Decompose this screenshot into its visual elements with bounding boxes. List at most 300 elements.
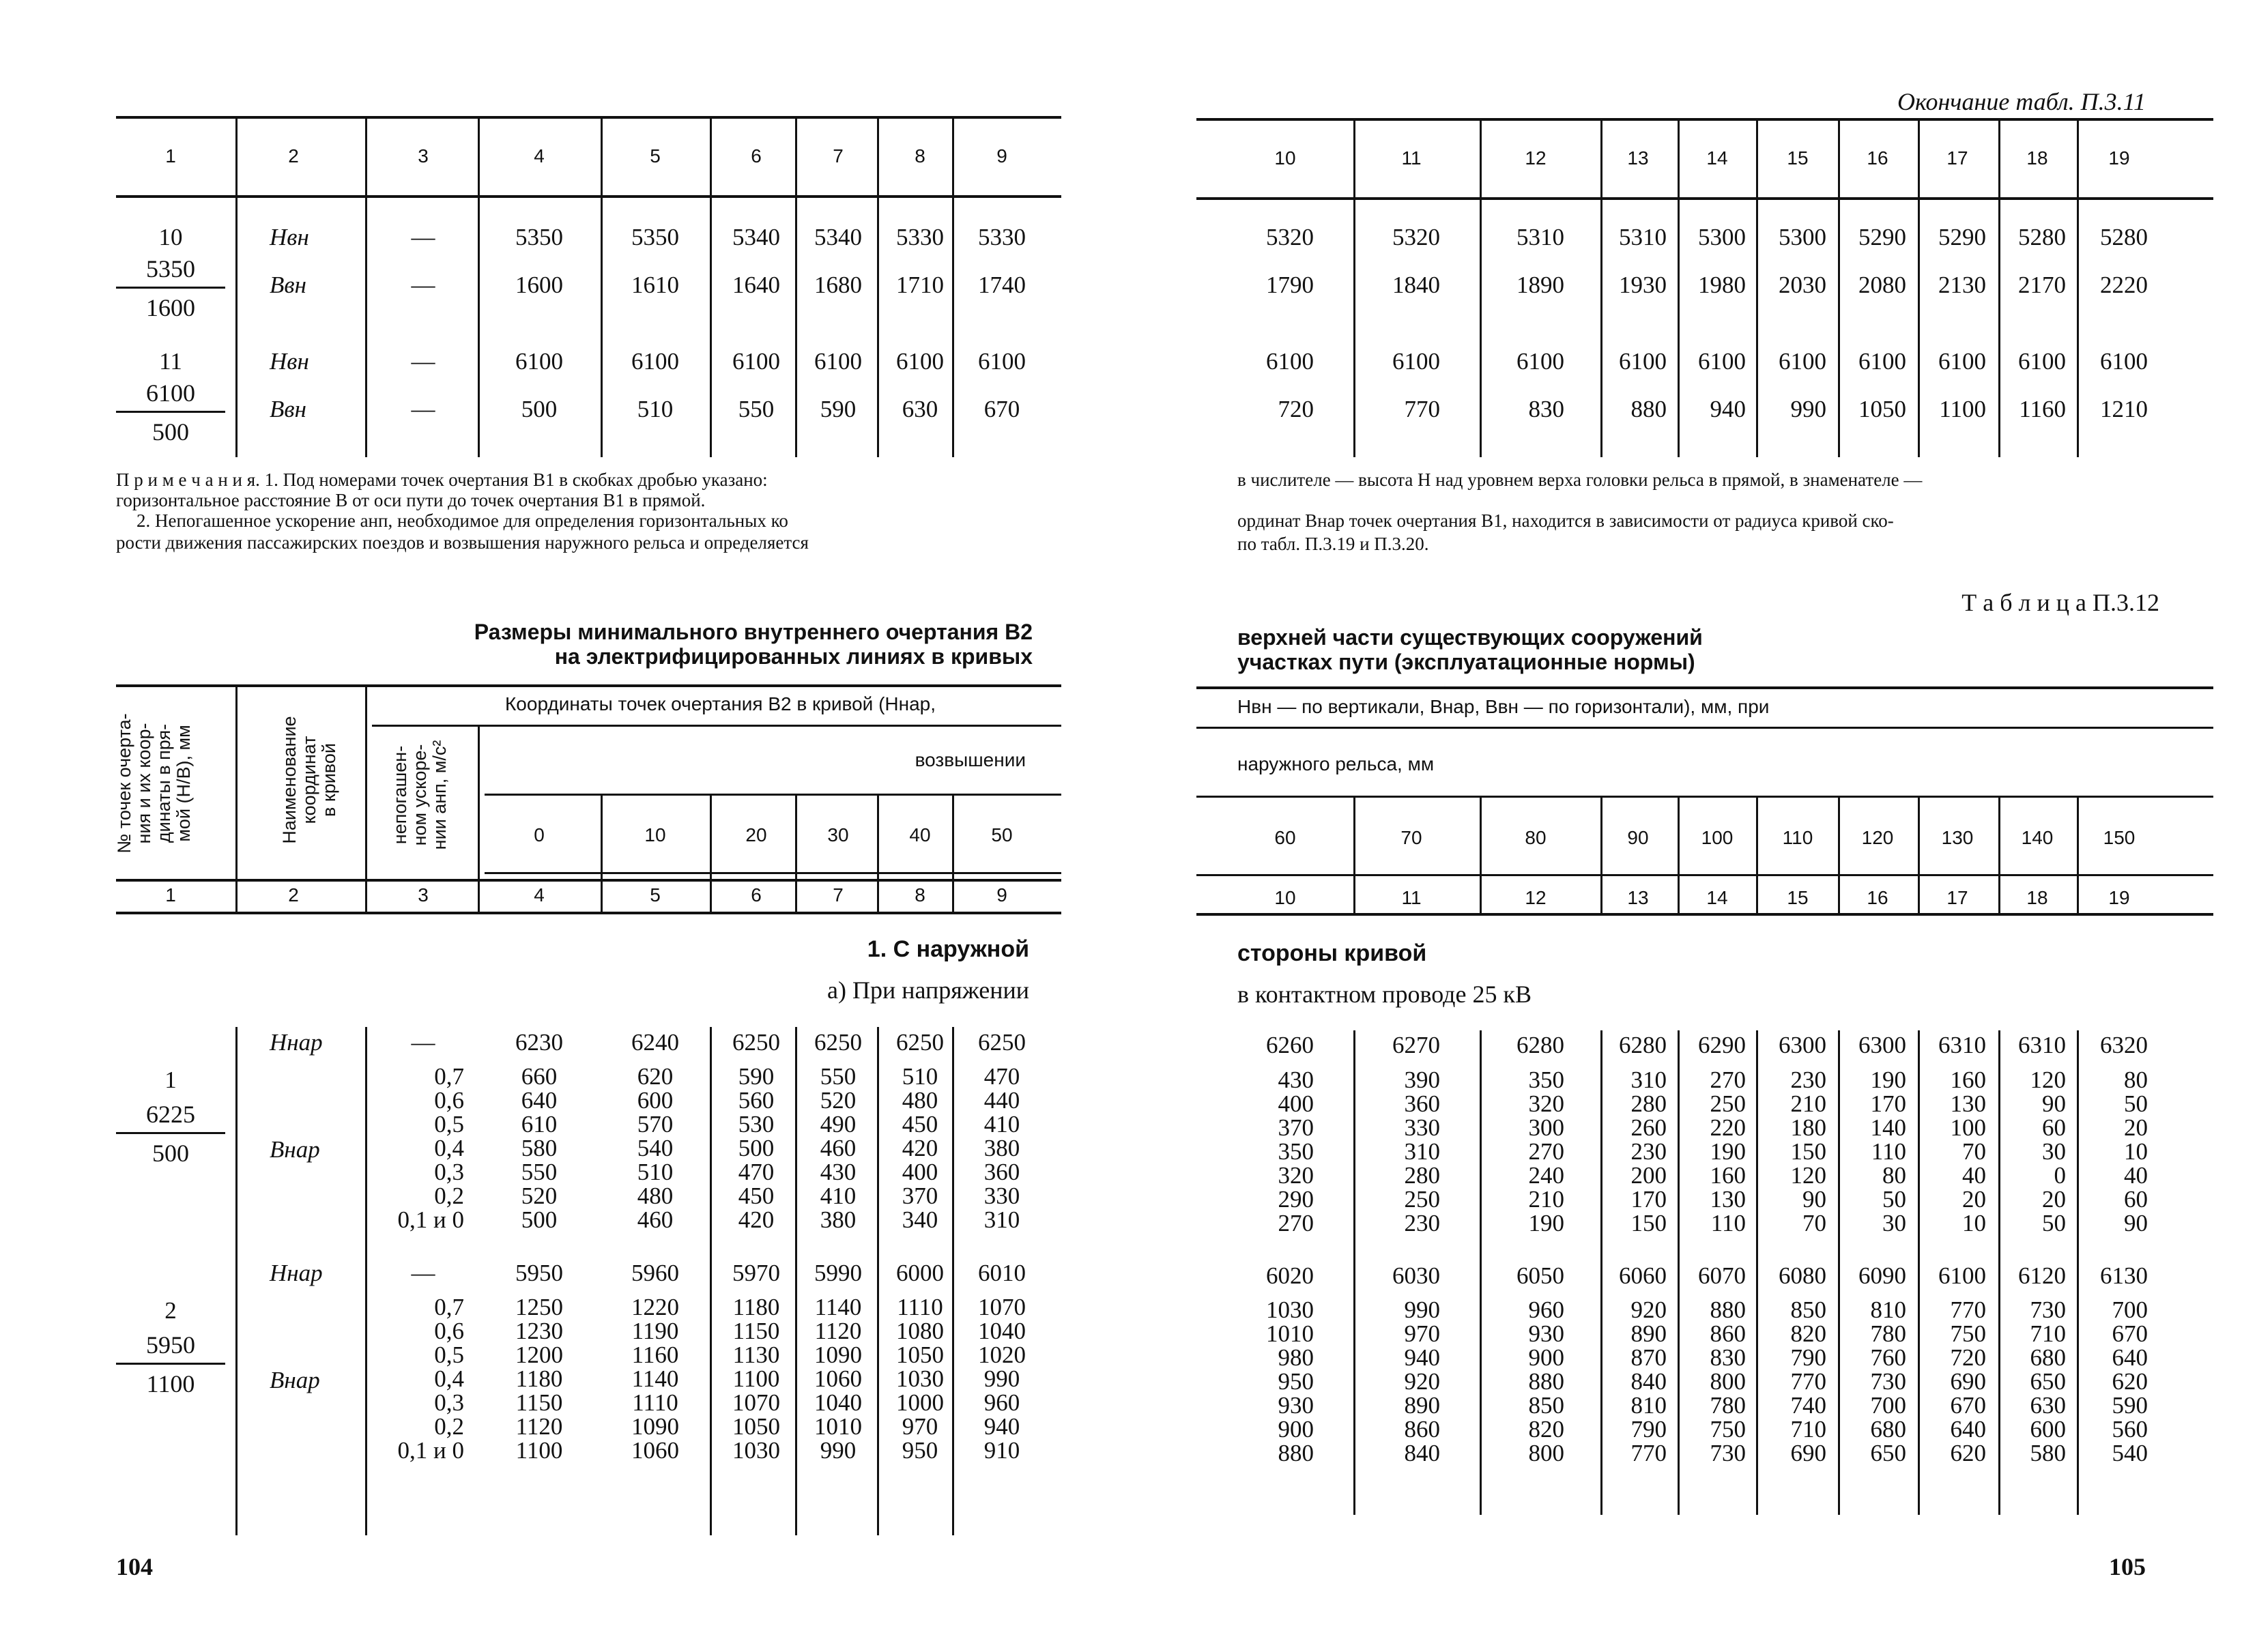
value-cell: 6260 xyxy=(1266,1032,1314,1058)
table-rule xyxy=(1196,197,2213,200)
value-cell: 820 xyxy=(1790,1320,1826,1347)
column-header: 7 xyxy=(833,145,844,166)
value-cell: 360 xyxy=(1404,1090,1440,1117)
value-cell: 580 xyxy=(2030,1440,2066,1466)
value-cell: 100 xyxy=(1950,1114,1986,1141)
value-cell: 650 xyxy=(1870,1440,1906,1466)
value-cell: 5350 xyxy=(631,224,679,250)
value-cell: 1150 xyxy=(732,1318,780,1344)
dash: — xyxy=(411,224,435,250)
table-title: верхней части существующих сооружений xyxy=(1237,625,1703,650)
column-number: 6 xyxy=(751,884,762,905)
value-cell: 1180 xyxy=(515,1365,563,1392)
value-cell: 550 xyxy=(521,1159,558,1185)
value-cell: 530 xyxy=(738,1111,775,1137)
value-cell: 6130 xyxy=(2100,1262,2148,1289)
value-cell: 520 xyxy=(820,1087,857,1114)
header-elevation: возвышении xyxy=(915,749,1026,770)
column-number: 15 xyxy=(1787,887,1809,908)
column-rule xyxy=(235,116,238,457)
acceleration-value: 0,5 xyxy=(434,1342,464,1368)
value-cell: 170 xyxy=(1870,1090,1906,1117)
value-cell: 420 xyxy=(738,1206,775,1233)
value-cell: 730 xyxy=(1710,1440,1746,1466)
value-cell: 6100 xyxy=(1266,348,1314,375)
value-cell: 6080 xyxy=(1779,1262,1826,1289)
column-header: 9 xyxy=(996,145,1007,166)
value-cell: 6030 xyxy=(1392,1262,1440,1289)
column-number: 5 xyxy=(650,884,661,905)
dash: — xyxy=(411,1029,435,1056)
elevation-value: 150 xyxy=(2103,827,2136,848)
value-cell: 20 xyxy=(1962,1186,1986,1213)
value-cell: 90 xyxy=(2042,1090,2066,1117)
value-cell: 510 xyxy=(637,396,674,422)
header-coordinates: Hвн — по вертикали, Bнар, Bвн — по горизонтали), мм, при xyxy=(1237,696,1770,717)
value-cell: 810 xyxy=(1630,1392,1667,1419)
value-cell: 630 xyxy=(902,396,938,422)
value-cell: 6280 xyxy=(1619,1032,1667,1058)
value-cell: 160 xyxy=(1710,1162,1746,1189)
column-rule xyxy=(478,725,480,912)
value-cell: 230 xyxy=(1630,1138,1667,1165)
note-line: рости движения пассажирских поездов и возвышения наружного рельса и определяется xyxy=(116,532,809,553)
elevation-value: 130 xyxy=(1941,827,1974,848)
value-cell: 5300 xyxy=(1779,224,1826,250)
value-cell: 1100 xyxy=(515,1437,563,1464)
table-rule xyxy=(372,725,1061,727)
table-title: Размеры минимального внутреннего очертания B2 xyxy=(474,620,1033,644)
value-cell: 970 xyxy=(1404,1320,1440,1347)
table-rule xyxy=(116,879,1061,882)
value-cell: 800 xyxy=(1710,1368,1746,1395)
value-cell: 6250 xyxy=(896,1029,944,1056)
value-cell: 320 xyxy=(1528,1090,1564,1117)
value-cell: 5330 xyxy=(978,224,1026,250)
value-cell: 880 xyxy=(1630,396,1667,422)
value-cell: 6310 xyxy=(2018,1032,2066,1058)
value-cell: 6250 xyxy=(814,1029,862,1056)
value-cell: 640 xyxy=(521,1087,558,1114)
value-cell: 410 xyxy=(983,1111,1020,1137)
value-cell: 2030 xyxy=(1779,272,1826,298)
value-cell: 6100 xyxy=(1619,348,1667,375)
value-cell: 960 xyxy=(983,1389,1020,1416)
value-cell: 5310 xyxy=(1619,224,1667,250)
value-cell: 910 xyxy=(983,1437,1020,1464)
value-cell: 5960 xyxy=(631,1260,679,1286)
value-cell: 6250 xyxy=(732,1029,780,1056)
value-cell: 880 xyxy=(1278,1440,1314,1466)
value-cell: 5290 xyxy=(1858,224,1906,250)
dash: — xyxy=(411,1260,435,1286)
fraction-bar xyxy=(116,1363,225,1365)
elevation-value: 10 xyxy=(644,824,666,845)
column-number: 19 xyxy=(2108,887,2130,908)
value-cell: 1010 xyxy=(1266,1320,1314,1347)
value-cell: 1030 xyxy=(732,1437,780,1464)
value-cell: 380 xyxy=(820,1206,857,1233)
value-cell: 1110 xyxy=(897,1294,943,1320)
table-rule xyxy=(1196,727,2213,729)
value-cell: 300 xyxy=(1528,1114,1564,1141)
left-page xyxy=(0,0,1128,1652)
value-cell: 5280 xyxy=(2100,224,2148,250)
column-header: 12 xyxy=(1525,147,1547,169)
acceleration-value: 0,3 xyxy=(434,1159,464,1185)
value-cell: 6310 xyxy=(1938,1032,1986,1058)
value-cell: 960 xyxy=(1528,1296,1564,1323)
value-cell: 360 xyxy=(983,1159,1020,1185)
table-rule xyxy=(116,116,1061,119)
value-cell: 5280 xyxy=(2018,224,2066,250)
column-rule xyxy=(235,1027,238,1535)
value-cell: 1140 xyxy=(814,1294,862,1320)
column-header: 1 xyxy=(165,145,176,166)
value-cell: 6100 xyxy=(1779,348,1826,375)
point-number: 10 xyxy=(158,224,183,250)
value-cell: 110 xyxy=(1871,1138,1906,1165)
value-cell: 6050 xyxy=(1516,1262,1564,1289)
value-cell: 6100 xyxy=(1516,348,1564,375)
value-cell: 750 xyxy=(1710,1416,1746,1443)
column-header: 13 xyxy=(1627,147,1649,169)
value-cell: 1230 xyxy=(515,1318,563,1344)
value-cell: 5300 xyxy=(1698,224,1746,250)
value-cell: 500 xyxy=(521,1206,558,1233)
value-cell: 130 xyxy=(1710,1186,1746,1213)
value-cell: 60 xyxy=(2124,1186,2148,1213)
value-cell: 510 xyxy=(902,1063,938,1090)
value-cell: 330 xyxy=(1404,1114,1440,1141)
section-heading: стороны кривой xyxy=(1237,940,1427,966)
note-line: горизонтальное расстояние B от оси пути до точек очертания B1 в прямой. xyxy=(116,490,706,510)
value-cell: 0 xyxy=(2054,1162,2066,1189)
value-cell: 690 xyxy=(1950,1368,1986,1395)
value-cell: 190 xyxy=(1528,1210,1564,1236)
value-cell: 490 xyxy=(820,1111,857,1137)
value-cell: 1790 xyxy=(1266,272,1314,298)
value-cell: 1060 xyxy=(814,1365,862,1392)
value-cell: 1010 xyxy=(814,1413,862,1440)
value-cell: 6010 xyxy=(978,1260,1026,1286)
value-cell: 1210 xyxy=(2100,396,2148,422)
value-cell: 940 xyxy=(1710,396,1746,422)
table-rule xyxy=(116,912,1061,914)
elevation-value: 30 xyxy=(827,824,849,845)
value-cell: 6100 xyxy=(2018,348,2066,375)
value-cell: 6100 xyxy=(1392,348,1440,375)
value-cell: 970 xyxy=(902,1413,938,1440)
value-cell: 850 xyxy=(1790,1296,1826,1323)
value-cell: 6100 xyxy=(631,348,679,375)
column-header: 14 xyxy=(1706,147,1728,169)
acceleration-value: 0,4 xyxy=(434,1135,464,1161)
value-cell: 1100 xyxy=(1939,396,1986,422)
value-cell: 1020 xyxy=(978,1342,1026,1368)
column-rule xyxy=(365,684,367,912)
value-cell: 10 xyxy=(1962,1210,1986,1236)
value-cell: 6100 xyxy=(732,348,780,375)
value-cell: 880 xyxy=(1528,1368,1564,1395)
column-number: 4 xyxy=(534,884,545,905)
column-number: 12 xyxy=(1525,887,1547,908)
value-cell: 1220 xyxy=(631,1294,679,1320)
column-header: 19 xyxy=(2108,147,2130,169)
value-cell: 440 xyxy=(983,1087,1020,1114)
value-cell: 810 xyxy=(1870,1296,1906,1323)
elevation-value: 50 xyxy=(991,824,1013,845)
acceleration-value: 0,4 xyxy=(434,1365,464,1392)
value-cell: 940 xyxy=(1404,1344,1440,1371)
point-coordinates xyxy=(116,1333,225,1396)
value-cell: 1180 xyxy=(732,1294,780,1320)
value-cell: 770 xyxy=(1404,396,1440,422)
table-rule xyxy=(116,195,1061,198)
value-cell: 1050 xyxy=(896,1342,944,1368)
note-line: 2. Непогашенное ускорение aнп, необходимое для определения горизонтальных ко xyxy=(136,510,788,531)
fraction-numerator: 5350 xyxy=(146,255,195,282)
value-cell: 1200 xyxy=(515,1342,563,1368)
value-cell: 5340 xyxy=(814,224,862,250)
coordinate-label: Bвн xyxy=(270,272,306,298)
dash: — xyxy=(411,396,435,422)
value-cell: 850 xyxy=(1528,1392,1564,1419)
value-cell: 620 xyxy=(637,1063,674,1090)
value-cell: 780 xyxy=(1710,1392,1746,1419)
value-cell: 410 xyxy=(820,1183,857,1209)
point-coordinates xyxy=(116,1102,225,1165)
coordinate-label: Hвн xyxy=(270,224,309,250)
value-cell: 240 xyxy=(1528,1162,1564,1189)
dash: — xyxy=(411,348,435,375)
column-header: 16 xyxy=(1867,147,1888,169)
elevation-value: 100 xyxy=(1701,827,1734,848)
value-cell: 930 xyxy=(1528,1320,1564,1347)
value-cell: 930 xyxy=(1278,1392,1314,1419)
value-cell: 1160 xyxy=(2019,396,2066,422)
value-cell: 1120 xyxy=(814,1318,862,1344)
value-cell: 6090 xyxy=(1858,1262,1906,1289)
value-cell: 340 xyxy=(902,1206,938,1233)
value-cell: 40 xyxy=(1962,1162,1986,1189)
value-cell: 890 xyxy=(1630,1320,1667,1347)
value-cell: 1250 xyxy=(515,1294,563,1320)
value-cell: 190 xyxy=(1870,1067,1906,1093)
value-cell: 1130 xyxy=(732,1342,780,1368)
value-cell: 1090 xyxy=(631,1413,679,1440)
value-cell: 1120 xyxy=(515,1413,563,1440)
value-cell: 6230 xyxy=(515,1029,563,1056)
acceleration-value: 0,7 xyxy=(434,1294,464,1320)
value-cell: 690 xyxy=(1790,1440,1826,1466)
value-cell: 5950 xyxy=(515,1260,563,1286)
value-cell: 310 xyxy=(1404,1138,1440,1165)
value-cell: 990 xyxy=(983,1365,1020,1392)
value-cell: 430 xyxy=(1278,1067,1314,1093)
value-cell: 990 xyxy=(1790,396,1826,422)
value-cell: 2170 xyxy=(2018,272,2066,298)
value-cell: 2220 xyxy=(2100,272,2148,298)
value-cell: 210 xyxy=(1528,1186,1564,1213)
column-number: 2 xyxy=(288,884,299,905)
elevation-value: 0 xyxy=(534,824,545,845)
value-cell: 920 xyxy=(1404,1368,1440,1395)
value-cell: 800 xyxy=(1528,1440,1564,1466)
value-cell: 120 xyxy=(1790,1162,1826,1189)
table-rule xyxy=(116,684,1061,687)
value-cell: 6020 xyxy=(1266,1262,1314,1289)
value-cell: 640 xyxy=(2112,1344,2148,1371)
value-cell: 670 xyxy=(1950,1392,1986,1419)
table-rule xyxy=(1196,913,2213,916)
point-number: 1 xyxy=(164,1067,177,1093)
value-cell: 450 xyxy=(902,1111,938,1137)
coordinate-label: Bнар xyxy=(270,1367,320,1393)
value-cell: 830 xyxy=(1710,1344,1746,1371)
value-cell: 770 xyxy=(1630,1440,1667,1466)
elevation-value: 60 xyxy=(1274,827,1296,848)
value-cell: 570 xyxy=(637,1111,674,1137)
acceleration-value: 0,6 xyxy=(434,1087,464,1114)
column-header: 15 xyxy=(1787,147,1809,169)
note-line: П р и м е ч а н и я. 1. Под номерами точек очертания B1 в скобках дробью указано: xyxy=(116,469,768,490)
point-coordinates xyxy=(116,381,225,444)
fraction-denominator: 1100 xyxy=(146,1370,195,1397)
value-cell: 980 xyxy=(1278,1344,1314,1371)
note-line: ординат Bнар точек очертания B1, находится в зависимости от радиуса кривой ско- xyxy=(1237,510,1894,531)
value-cell: 940 xyxy=(983,1413,1020,1440)
value-cell: 770 xyxy=(1950,1296,1986,1323)
value-cell: 6100 xyxy=(2100,348,2148,375)
value-cell: 700 xyxy=(2112,1296,2148,1323)
value-cell: 1040 xyxy=(978,1318,1026,1344)
table-rule xyxy=(485,872,1061,874)
value-cell: 760 xyxy=(1870,1344,1906,1371)
fraction-numerator: 6225 xyxy=(146,1101,195,1128)
value-cell: 250 xyxy=(1710,1090,1746,1117)
fraction-numerator: 6100 xyxy=(146,379,195,407)
value-cell: 550 xyxy=(738,396,775,422)
value-cell: 460 xyxy=(637,1206,674,1233)
value-cell: 6060 xyxy=(1619,1262,1667,1289)
value-cell: 5970 xyxy=(732,1260,780,1286)
value-cell: 790 xyxy=(1790,1344,1826,1371)
value-cell: 540 xyxy=(637,1135,674,1161)
column-header: 10 xyxy=(1274,147,1296,169)
value-cell: 630 xyxy=(2030,1392,2066,1419)
value-cell: 6100 xyxy=(1698,348,1746,375)
header-point-numbers: № точек очерта- ния и их коор- динаты в пря- мой (H/B), мм xyxy=(114,713,194,854)
value-cell: 6000 xyxy=(896,1260,944,1286)
value-cell: 5310 xyxy=(1516,224,1564,250)
point-number: 11 xyxy=(159,348,182,375)
value-cell: 80 xyxy=(1882,1162,1906,1189)
value-cell: 50 xyxy=(1882,1186,1906,1213)
column-number: 16 xyxy=(1867,887,1888,908)
value-cell: 20 xyxy=(2124,1114,2148,1141)
value-cell: 700 xyxy=(1870,1392,1906,1419)
value-cell: 50 xyxy=(2124,1090,2148,1117)
value-cell: 1740 xyxy=(978,272,1026,298)
value-cell: 6300 xyxy=(1779,1032,1826,1058)
value-cell: 720 xyxy=(1278,396,1314,422)
value-cell: 430 xyxy=(820,1159,857,1185)
value-cell: 470 xyxy=(983,1063,1020,1090)
value-cell: 830 xyxy=(1528,396,1564,422)
value-cell: 870 xyxy=(1630,1344,1667,1371)
value-cell: 840 xyxy=(1630,1368,1667,1395)
table-rule xyxy=(1196,796,2213,798)
value-cell: 70 xyxy=(1962,1138,1986,1165)
elevation-value: 70 xyxy=(1400,827,1422,848)
value-cell: 6100 xyxy=(1938,348,1986,375)
value-cell: 2080 xyxy=(1858,272,1906,298)
value-cell: 310 xyxy=(1630,1067,1667,1093)
value-cell: 5320 xyxy=(1266,224,1314,250)
note-line: по табл. П.3.19 и П.3.20. xyxy=(1237,534,1429,554)
column-number: 9 xyxy=(996,884,1007,905)
value-cell: 560 xyxy=(2112,1416,2148,1443)
value-cell: 330 xyxy=(983,1183,1020,1209)
value-cell: 1100 xyxy=(732,1365,780,1392)
value-cell: 900 xyxy=(1528,1344,1564,1371)
value-cell: 640 xyxy=(1950,1416,1986,1443)
table-rule xyxy=(1196,118,2213,121)
fraction-bar xyxy=(116,1132,225,1134)
value-cell: 350 xyxy=(1528,1067,1564,1093)
value-cell: 1080 xyxy=(896,1318,944,1344)
value-cell: 270 xyxy=(1528,1138,1564,1165)
value-cell: 70 xyxy=(1802,1210,1826,1236)
page-number: 105 xyxy=(2109,1553,2146,1580)
value-cell: 610 xyxy=(521,1111,558,1137)
value-cell: 6100 xyxy=(896,348,944,375)
column-header: 6 xyxy=(751,145,762,166)
value-cell: 900 xyxy=(1278,1416,1314,1443)
value-cell: 6100 xyxy=(1938,1262,1986,1289)
fraction-denominator: 1600 xyxy=(146,294,195,321)
value-cell: 20 xyxy=(2042,1186,2066,1213)
value-cell: 5320 xyxy=(1392,224,1440,250)
column-header: 4 xyxy=(534,145,545,166)
value-cell: 270 xyxy=(1710,1067,1746,1093)
value-cell: 1610 xyxy=(631,272,679,298)
value-cell: 650 xyxy=(2030,1368,2066,1395)
value-cell: 550 xyxy=(820,1063,857,1090)
value-cell: 720 xyxy=(1950,1344,1986,1371)
value-cell: 230 xyxy=(1790,1067,1826,1093)
value-cell: 1030 xyxy=(896,1365,944,1392)
header-coordinate-names: Наименование координат в кривой xyxy=(279,716,339,844)
value-cell: 670 xyxy=(983,396,1020,422)
value-cell: 320 xyxy=(1278,1162,1314,1189)
value-cell: 6270 xyxy=(1392,1032,1440,1058)
acceleration-value: 0,3 xyxy=(434,1389,464,1416)
value-cell: 6100 xyxy=(814,348,862,375)
value-cell: 390 xyxy=(1404,1067,1440,1093)
elevation-value: 40 xyxy=(909,824,931,845)
value-cell: 200 xyxy=(1630,1162,1667,1189)
value-cell: 260 xyxy=(1630,1114,1667,1141)
value-cell: 920 xyxy=(1630,1296,1667,1323)
value-cell: 860 xyxy=(1404,1416,1440,1443)
value-cell: 1050 xyxy=(732,1413,780,1440)
value-cell: 1890 xyxy=(1516,272,1564,298)
fraction-bar xyxy=(116,287,225,289)
value-cell: 120 xyxy=(2030,1067,2066,1093)
value-cell: 880 xyxy=(1710,1296,1746,1323)
